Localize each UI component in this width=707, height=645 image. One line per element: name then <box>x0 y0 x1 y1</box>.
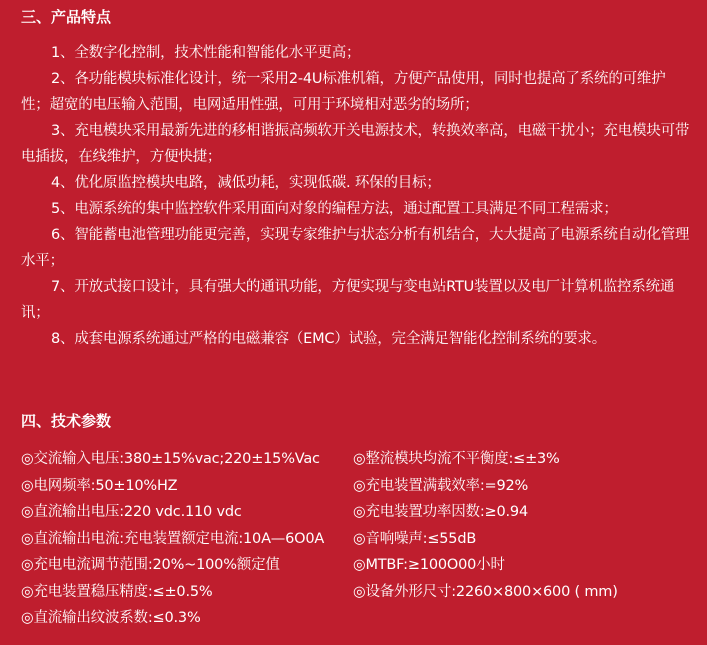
feature-item: 8、成套电源系统通过严格的电磁兼容（EMC）试验，完全满足智能化控制系统的要求。 <box>51 331 607 347</box>
spec-item: ◎充电装置稳压精度:≤±0.5% <box>21 583 213 600</box>
feature-item: 7、开放式接口设计，具有强大的通讯功能，方便实现与变电站RTU装置以及电厂计算机监控系统通讯； <box>21 279 675 321</box>
spec-item: ◎设备外形尺寸:2260×800×600 ( mm) <box>353 583 618 600</box>
specs-list <box>21 446 701 632</box>
spec-item: ◎充电电流调节范围:20%~100%额定值 <box>21 557 280 573</box>
section-title-specs: 四、技术参数 <box>21 412 112 430</box>
feature-item: 1、全数字化控制，技术性能和智能化水平更高； <box>51 45 361 61</box>
feature-item: 3、充电模块采用最新先进的移相谐振高频软开关电源技术，转换效率高，电磁干扰小；充电模块可带电插拔，在线维护，方便快捷； <box>21 123 690 165</box>
spec-item: ◎音响噪声:≤55dB <box>353 530 477 547</box>
feature-item: 4、优化原监控模块电路，减低功耗，实现低碳. 环保的目标； <box>51 175 441 191</box>
feature-item: 2、各功能模块标准化设计，统一采用2-4U标准机箱，方便产品使用，同时也提高了系统的可维护性；超宽的电压输入范围，电网适用性强，可用于环境相对恶劣的场所； <box>21 71 666 113</box>
spec-item: ◎电网频率:50±10%HZ <box>21 477 178 494</box>
feature-item: 5、电源系统的集中监控软件采用面向对象的编程方法，通过配置工具满足不同工程需求； <box>51 201 618 217</box>
spec-item: ◎交流输入电压:380±15%vac;220±15%Vac <box>21 451 320 467</box>
features-list <box>21 40 691 352</box>
spec-item: ◎直流输出纹波系数:≤0.3% <box>21 610 201 626</box>
spec-item: ◎充电装置功率因数:≥0.94 <box>353 504 528 520</box>
spec-item: ◎MTBF:≥100O00小时 <box>353 557 505 573</box>
spec-item: ◎充电装置满载效率:=92% <box>353 477 529 494</box>
feature-item: 6、智能蓄电池管理功能更完善，实现专家维护与状态分析有机结合，大大提高了电源系统自动化管理水平； <box>21 227 690 269</box>
section-title-features: 三、产品特点 <box>21 8 112 26</box>
spec-item: ◎直流输出电压:220 vdc.110 vdc <box>21 504 242 520</box>
spec-item: ◎直流输出电流:充电装置额定电流:10A—6O0A <box>21 530 325 547</box>
spec-item: ◎整流模块均流不平衡度:≤±3% <box>353 451 560 467</box>
